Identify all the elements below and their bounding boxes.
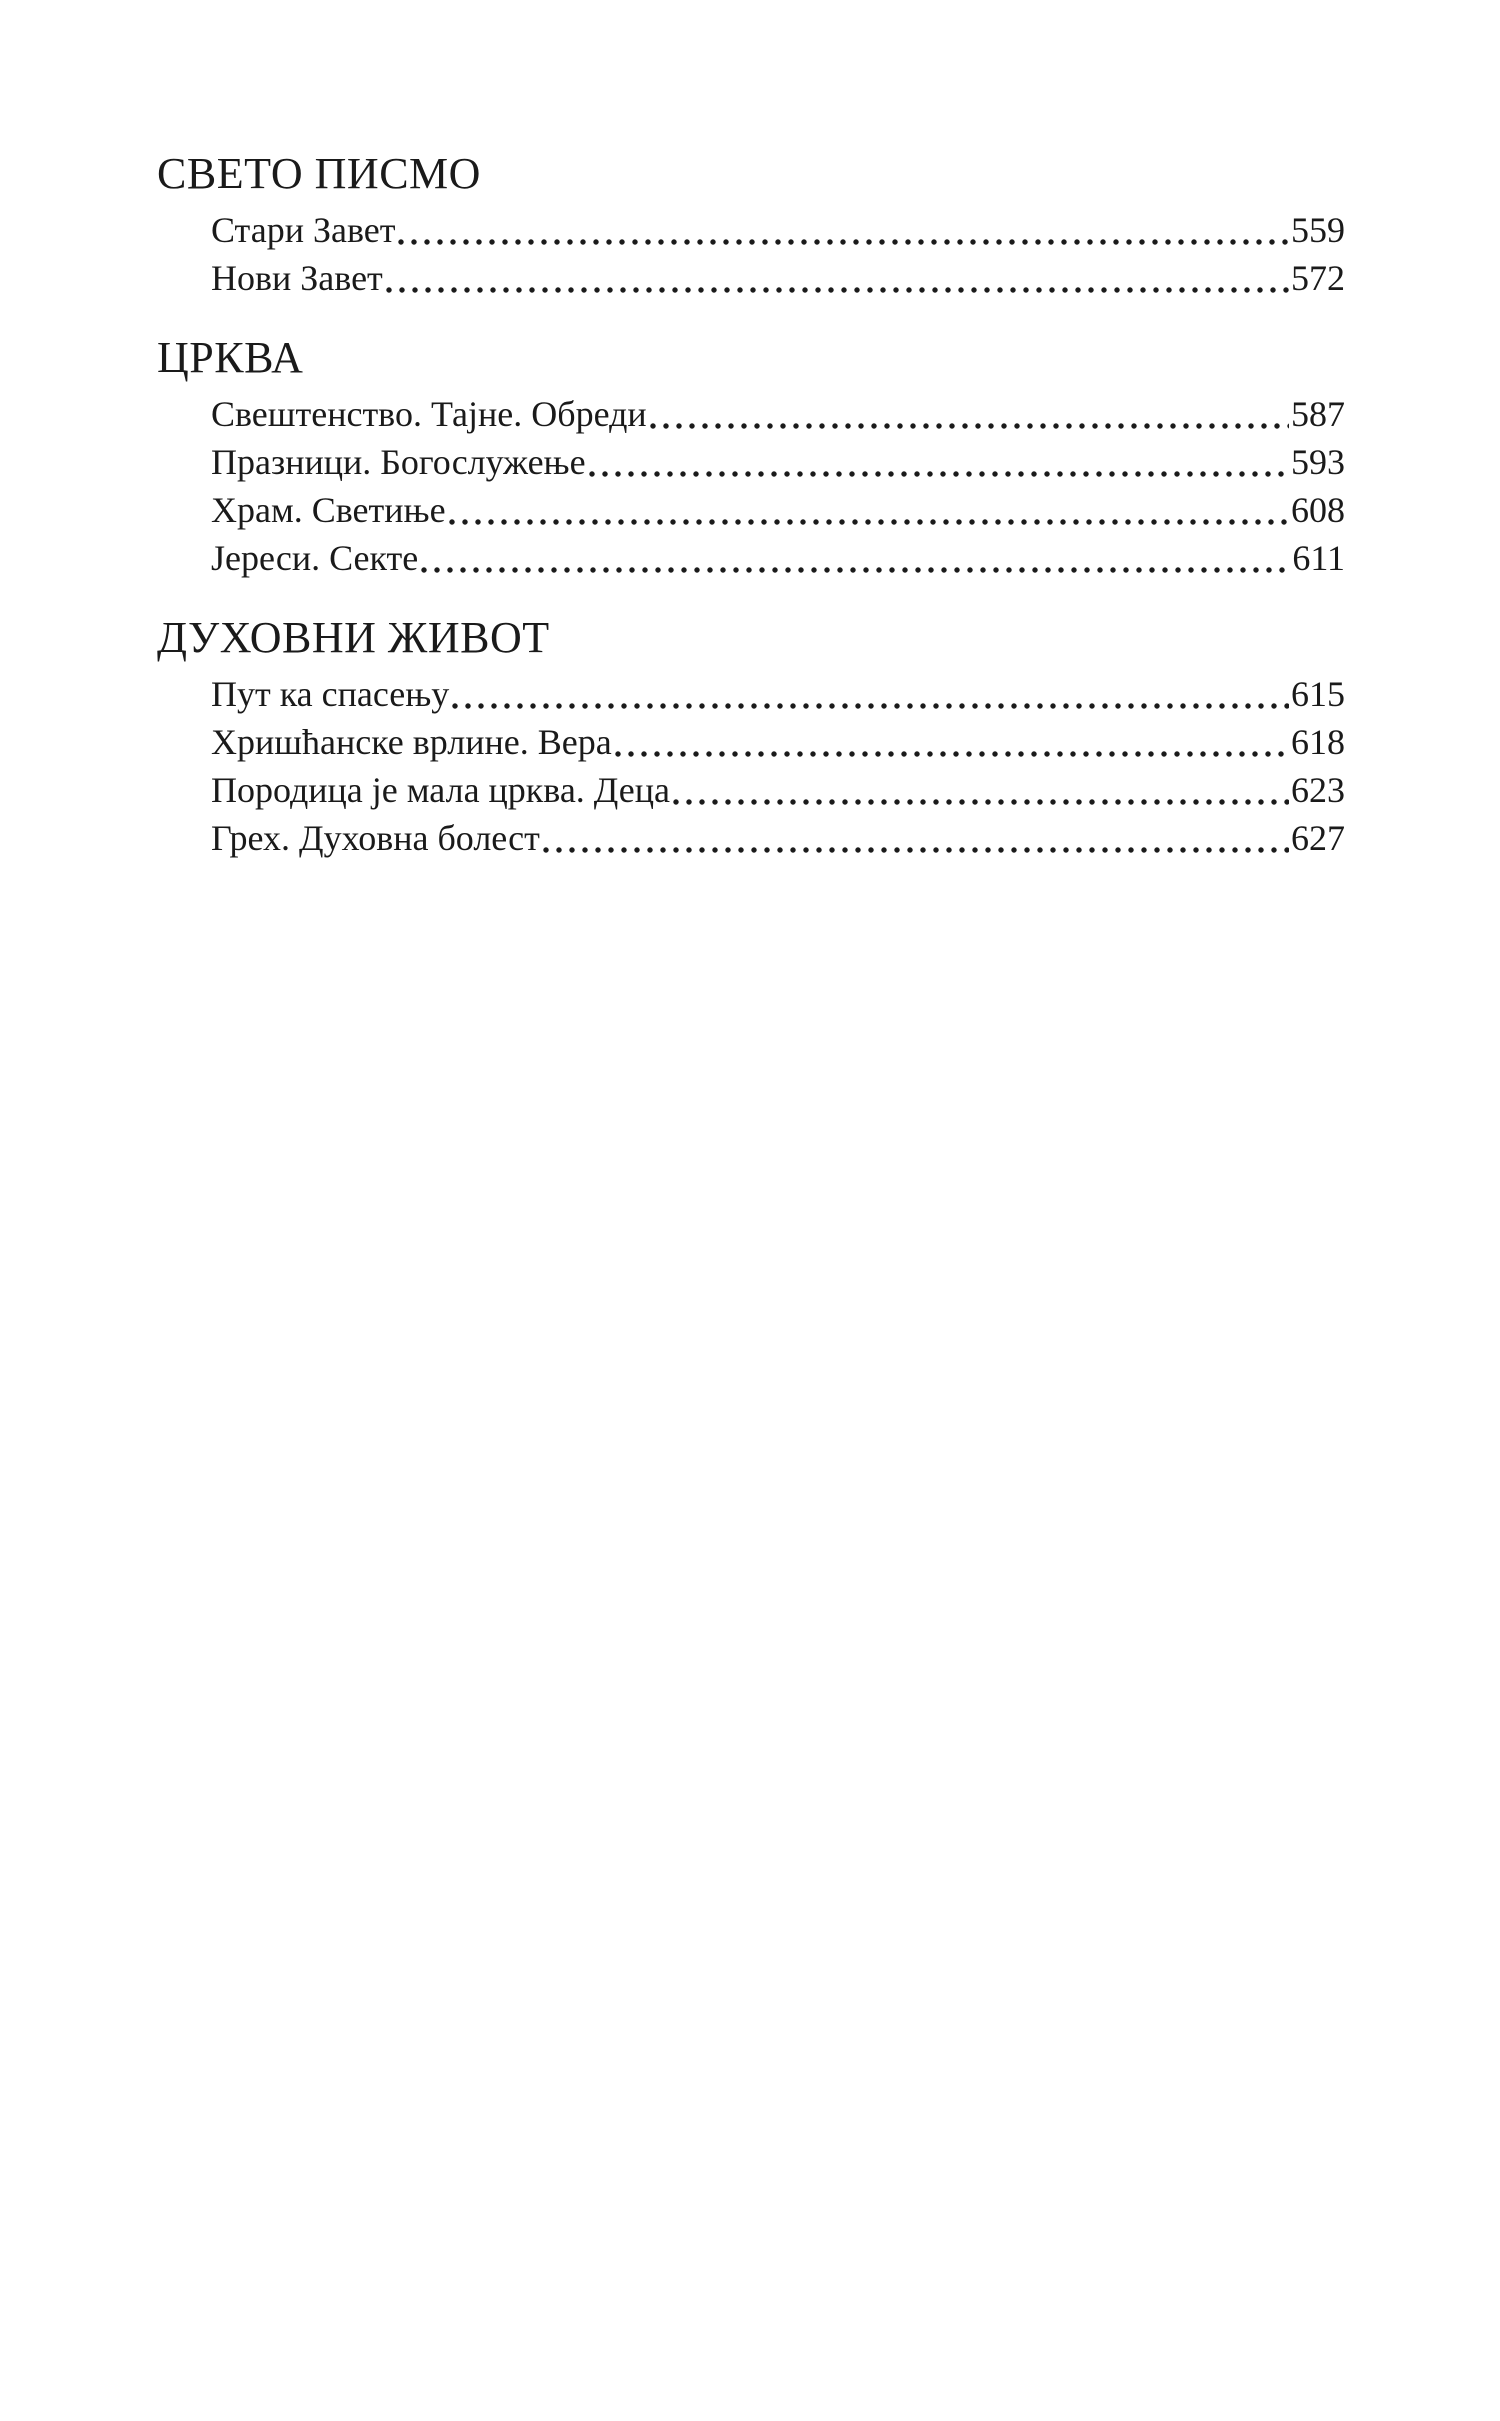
- dot-leader: [543, 847, 1289, 853]
- toc-entry-page-number: 618: [1291, 722, 1345, 762]
- toc-entry-title: Грех. Духовна болест: [211, 818, 540, 858]
- dot-leader: [386, 287, 1289, 293]
- toc-entry-page-number: 608: [1291, 490, 1345, 530]
- toc-entry-page-number: 587: [1291, 394, 1345, 434]
- dot-leader: [650, 423, 1289, 429]
- toc-entry-page-number: 572: [1291, 258, 1345, 298]
- toc-entry-title: Пут ка спасењу: [211, 674, 450, 714]
- toc-section-heading: ДУХОВНИ ЖИВОТ: [157, 613, 550, 662]
- toc-entry-page-number: 623: [1291, 770, 1345, 810]
- table-of-contents: [157, 148, 1345, 862]
- dot-leader: [449, 519, 1289, 525]
- toc-entry-page-number: 611: [1292, 538, 1345, 578]
- toc-entry-page-number: 593: [1291, 442, 1345, 482]
- toc-section-heading: ЦРКВА: [157, 333, 304, 382]
- toc-entry: [157, 766, 1345, 814]
- toc-entry: [157, 670, 1345, 718]
- toc-section-crkva: [157, 332, 1345, 582]
- toc-entry-title: Хришћанске врлине. Вера: [211, 722, 612, 762]
- toc-entry: [157, 254, 1345, 302]
- dot-leader: [673, 799, 1289, 805]
- toc-section-sveto-pismo: [157, 148, 1345, 302]
- toc-section-duhovni-zivot: [157, 612, 1345, 862]
- dot-leader: [452, 703, 1289, 709]
- toc-entry-page-number: 627: [1291, 818, 1345, 858]
- toc-entry: [157, 486, 1345, 534]
- toc-entry-title: Стари Завет: [211, 210, 396, 250]
- toc-entry-title: Празници. Богослужење: [211, 442, 586, 482]
- dot-leader: [589, 471, 1289, 477]
- toc-entry-title: Храм. Светиње: [211, 490, 446, 530]
- toc-entry-title: Јереси. Секте: [211, 538, 419, 578]
- toc-entry: [157, 718, 1345, 766]
- toc-entry-title: Свештенство. Тајне. Обреди: [211, 394, 647, 434]
- dot-leader: [615, 751, 1289, 757]
- toc-entry-page-number: 615: [1291, 674, 1345, 714]
- toc-entry: [157, 814, 1345, 862]
- toc-entry-title: Породица је мала црква. Деца: [211, 770, 671, 810]
- toc-entry: [157, 206, 1345, 254]
- dot-leader: [398, 239, 1289, 245]
- toc-section-heading: СВЕТО ПИСМО: [157, 149, 481, 198]
- toc-entry: [157, 534, 1345, 582]
- toc-entry-page-number: 559: [1291, 210, 1345, 250]
- toc-entry-title: Нови Завет: [211, 258, 383, 298]
- dot-leader: [421, 567, 1290, 573]
- toc-entry: [157, 438, 1345, 486]
- toc-entry: [157, 390, 1345, 438]
